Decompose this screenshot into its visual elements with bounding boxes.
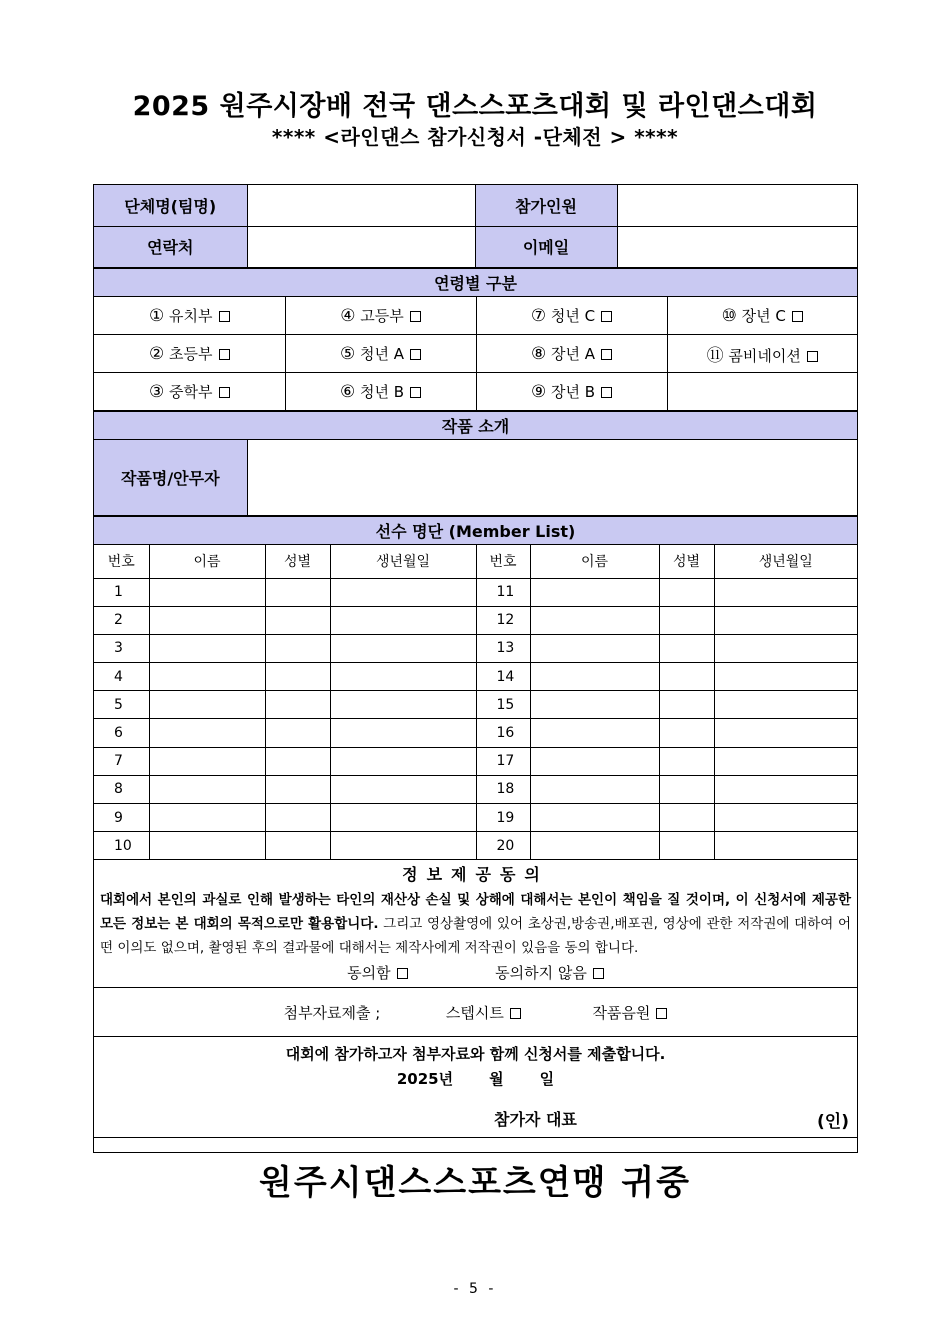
birthdate-cell[interactable] (330, 832, 476, 860)
contact-label: 연락처 (94, 226, 247, 267)
age-option-middle[interactable]: ③ 중학부 (94, 372, 285, 410)
table-row (94, 663, 857, 691)
checkbox[interactable] (219, 311, 230, 322)
team-name-label: 단체명(팀명) (94, 185, 247, 226)
checkbox[interactable] (410, 387, 421, 398)
row-number: 1 (94, 578, 149, 606)
row-number: 6 (94, 719, 149, 747)
age-option-senior-b[interactable]: ⑨ 장년 B (476, 372, 667, 410)
row-number: 8 (94, 775, 149, 803)
header-birthdate: 생년월일 (330, 544, 476, 578)
name-cell[interactable] (530, 691, 659, 719)
checkbox[interactable] (656, 1008, 667, 1019)
name-cell[interactable] (149, 775, 265, 803)
work-label: 작품명/안무자 (94, 439, 247, 515)
gender-cell[interactable] (265, 634, 330, 662)
age-option-youth-c[interactable]: ⑦ 청년 C (476, 296, 667, 334)
birthdate-cell[interactable] (714, 606, 857, 634)
age-option-combination[interactable]: ⑪ 콤비네이션 (667, 334, 857, 372)
name-cell[interactable] (530, 578, 659, 606)
step-sheet-option[interactable]: 스텝시트 (446, 1004, 521, 1022)
gender-cell[interactable] (659, 804, 714, 832)
table-row (94, 832, 857, 860)
name-cell[interactable] (530, 747, 659, 775)
email-label: 이메일 (475, 226, 617, 267)
birthdate-cell[interactable] (714, 663, 857, 691)
attachments-label: 첨부자료제출 ; (283, 1003, 381, 1022)
table-row (94, 691, 857, 719)
row-number: 15 (476, 691, 530, 719)
consent-section (94, 860, 857, 988)
row-number: 20 (476, 832, 530, 860)
row-number: 12 (476, 606, 530, 634)
form-title: 2025 원주시장배 전국 댄스스포츠대회 및 라인댄스대회 (132, 91, 818, 122)
member-list-table (94, 516, 857, 861)
agree-option[interactable]: 동의함 (347, 964, 407, 982)
gender-cell[interactable] (659, 832, 714, 860)
birthdate-cell[interactable] (330, 804, 476, 832)
header-gender: 성별 (659, 544, 714, 578)
birthdate-cell[interactable] (330, 747, 476, 775)
gender-cell[interactable] (659, 606, 714, 634)
checkbox[interactable] (410, 311, 421, 322)
header-name: 이름 (530, 544, 659, 578)
name-cell[interactable] (530, 606, 659, 634)
gender-cell[interactable] (265, 691, 330, 719)
row-number: 4 (94, 663, 149, 691)
age-option-senior-a[interactable]: ⑧ 장년 A (476, 334, 667, 372)
header-number: 번호 (94, 544, 149, 578)
gender-cell[interactable] (659, 719, 714, 747)
row-number: 9 (94, 804, 149, 832)
disagree-option[interactable]: 동의하지 않음 (495, 964, 604, 982)
email-field[interactable] (617, 226, 857, 267)
table-row (94, 634, 857, 662)
submit-section (94, 1037, 857, 1138)
row-number: 11 (476, 578, 530, 606)
birthdate-cell[interactable] (714, 719, 857, 747)
basic-info-table (94, 185, 857, 268)
birthdate-cell[interactable] (330, 691, 476, 719)
table-row (94, 719, 857, 747)
age-option-youth-a[interactable]: ⑤ 청년 A (285, 334, 476, 372)
checkbox[interactable] (593, 968, 604, 979)
gender-cell[interactable] (265, 804, 330, 832)
birthdate-cell[interactable] (714, 775, 857, 803)
header-gender: 성별 (265, 544, 330, 578)
attachments-section (94, 988, 857, 1037)
gender-cell[interactable] (265, 775, 330, 803)
checkbox[interactable] (510, 1008, 521, 1019)
row-number: 2 (94, 606, 149, 634)
birthdate-cell[interactable] (330, 578, 476, 606)
name-cell[interactable] (530, 832, 659, 860)
participants-label: 참가인원 (475, 185, 617, 226)
age-category-table (94, 268, 857, 411)
age-option-senior-c[interactable]: ⑩ 장년 C (667, 296, 857, 334)
header-birthdate: 생년월일 (714, 544, 857, 578)
checkbox[interactable] (792, 311, 803, 322)
name-cell[interactable] (149, 804, 265, 832)
page-number: - 5 - (453, 1281, 497, 1297)
age-option-youth-b[interactable]: ⑥ 청년 B (285, 372, 476, 410)
birthdate-cell[interactable] (330, 606, 476, 634)
consent-title: 정보제공동의 (402, 865, 549, 885)
name-cell[interactable] (530, 719, 659, 747)
birthdate-cell[interactable] (330, 634, 476, 662)
birthdate-cell[interactable] (714, 804, 857, 832)
birthdate-cell[interactable] (714, 832, 857, 860)
name-cell[interactable] (149, 663, 265, 691)
submit-statement: 대회에 참가하고자 첨부자료와 함께 신청서를 제출합니다. (285, 1045, 666, 1064)
checkbox[interactable] (601, 349, 612, 360)
application-form (93, 184, 858, 1153)
seal-label: (인) (817, 1112, 849, 1133)
name-cell[interactable] (149, 691, 265, 719)
name-cell[interactable] (530, 804, 659, 832)
consent-table (94, 860, 857, 1138)
gender-cell[interactable] (659, 578, 714, 606)
contact-field[interactable] (247, 226, 475, 267)
work-section-title: 작품 소개 (94, 411, 857, 439)
checkbox[interactable] (397, 968, 408, 979)
addressee: 원주시댄스스포츠연맹 귀중 (259, 1163, 691, 1203)
participants-field[interactable] (617, 185, 857, 226)
gender-cell[interactable] (659, 634, 714, 662)
checkbox[interactable] (219, 349, 230, 360)
work-field[interactable] (247, 439, 857, 515)
name-cell[interactable] (149, 832, 265, 860)
submit-date: 2025년 월 일 (396, 1070, 555, 1089)
table-row (94, 606, 857, 634)
empty-cell (667, 372, 857, 410)
row-number: 18 (476, 775, 530, 803)
birthdate-cell[interactable] (714, 634, 857, 662)
gender-cell[interactable] (659, 691, 714, 719)
member-rows (94, 578, 857, 860)
gender-cell[interactable] (265, 663, 330, 691)
row-number: 19 (476, 804, 530, 832)
birthdate-cell[interactable] (714, 747, 857, 775)
row-number: 7 (94, 747, 149, 775)
birthdate-cell[interactable] (330, 663, 476, 691)
name-cell[interactable] (149, 747, 265, 775)
team-name-field[interactable] (247, 185, 475, 226)
name-cell[interactable] (149, 634, 265, 662)
work-intro-table (94, 411, 857, 516)
header-name: 이름 (149, 544, 265, 578)
member-section-title: 선수 명단 (Member List) (94, 516, 857, 544)
name-cell[interactable] (530, 663, 659, 691)
name-cell[interactable] (530, 634, 659, 662)
row-number: 5 (94, 691, 149, 719)
name-cell[interactable] (149, 606, 265, 634)
age-option-kindergarten[interactable]: ① 유치부 (94, 296, 285, 334)
birthdate-cell[interactable] (330, 775, 476, 803)
age-option-high[interactable]: ④ 고등부 (285, 296, 476, 334)
gender-cell[interactable] (265, 747, 330, 775)
birthdate-cell[interactable] (330, 719, 476, 747)
gender-cell[interactable] (265, 832, 330, 860)
row-number: 16 (476, 719, 530, 747)
checkbox[interactable] (410, 349, 421, 360)
checkbox[interactable] (219, 387, 230, 398)
row-number: 3 (94, 634, 149, 662)
row-number: 14 (476, 663, 530, 691)
header-number: 번호 (476, 544, 530, 578)
checkbox[interactable] (807, 351, 818, 362)
gender-cell[interactable] (659, 663, 714, 691)
form-subtitle: **** <라인댄스 참가신청서 -단체전 > **** (271, 125, 679, 149)
name-cell[interactable] (149, 578, 265, 606)
table-row (94, 747, 857, 775)
birthdate-cell[interactable] (714, 691, 857, 719)
table-row (94, 804, 857, 832)
gender-cell[interactable] (265, 606, 330, 634)
name-cell[interactable] (149, 719, 265, 747)
row-number: 13 (476, 634, 530, 662)
agree-options (94, 960, 857, 987)
table-row (94, 578, 857, 606)
checkbox[interactable] (601, 311, 612, 322)
gender-cell[interactable] (659, 747, 714, 775)
gender-cell[interactable] (659, 775, 714, 803)
consent-text: 대회에서 본인의 과실로 인해 발생하는 타인의 재산상 손실 및 상해에 대해서는 본인이 책임을 질 것이며, 이 신청서에 제공한 모든 정보는 본 대회의 목적으로만 활용합니다. 그리고 영상촬영에 있어 초상권,방송권,배포권, 영상에 관한 저작권에 대하여 어떤 이의도 없으며, 촬영된 후의 결과물에 대해서는 제작사에게 저작권이 있음을 동의 합니다. (100, 892, 851, 957)
gender-cell[interactable] (265, 719, 330, 747)
music-option[interactable]: 작품음원 (592, 1004, 667, 1022)
representative-label: 참가자 대표 (494, 1110, 577, 1130)
name-cell[interactable] (530, 775, 659, 803)
checkbox[interactable] (601, 387, 612, 398)
row-number: 17 (476, 747, 530, 775)
age-option-elementary[interactable]: ② 초등부 (94, 334, 285, 372)
age-section-title: 연령별 구분 (94, 268, 857, 296)
gender-cell[interactable] (265, 578, 330, 606)
birthdate-cell[interactable] (714, 578, 857, 606)
row-number: 10 (94, 832, 149, 860)
table-row (94, 775, 857, 803)
